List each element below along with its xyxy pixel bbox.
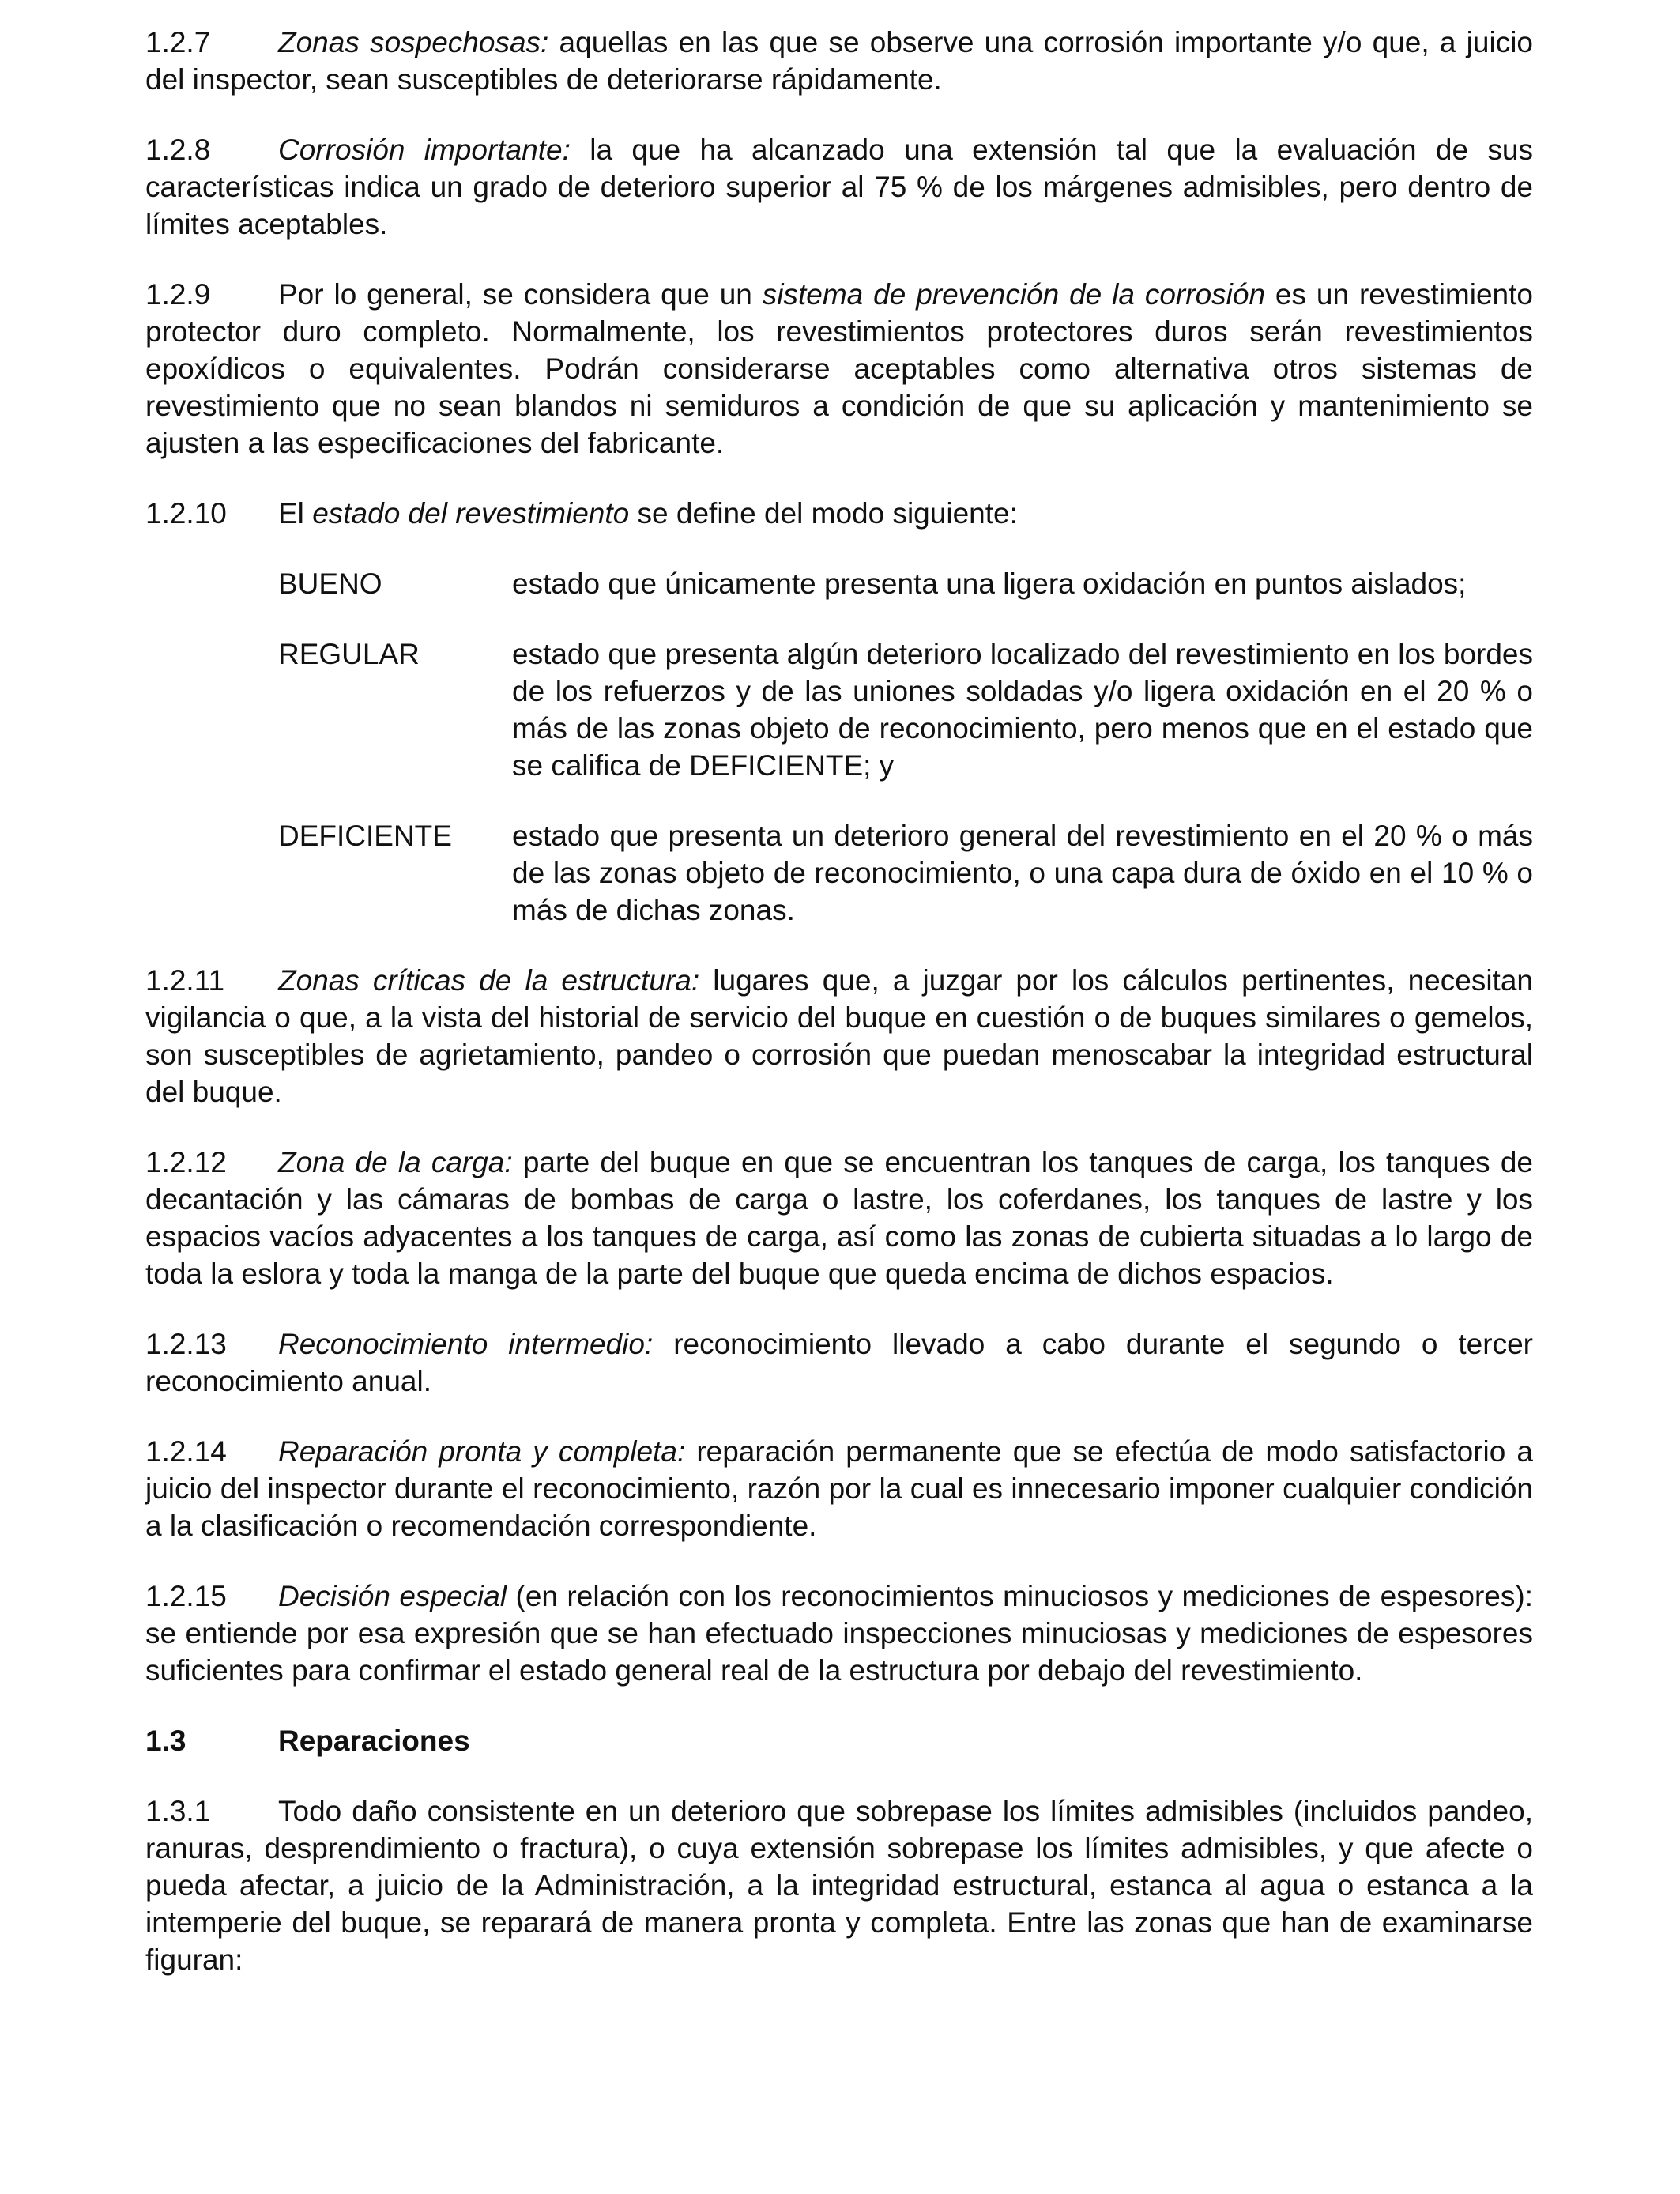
para-1-2-8	[145, 131, 1533, 243]
term-italic: Decisión especial	[278, 1580, 507, 1612]
para-1-2-9	[145, 276, 1533, 462]
para-1-2-15	[145, 1578, 1533, 1689]
paragraph-lead: El	[278, 497, 313, 530]
paragraph-text: la que ha alcanzado una extensión tal que la evaluación de sus características indica un grado de deterioro superior al 75 % de los márgenes admisibles, pero dentro de límites aceptables.	[145, 134, 1533, 240]
section-number: 1.3	[145, 1725, 186, 1757]
paragraph-number: 1.2.13	[145, 1328, 227, 1360]
para-1-2-13	[145, 1325, 1533, 1400]
paragraph-text: se define del modo siguiente:	[629, 497, 1018, 530]
paragraph-text: (en relación con los reconocimientos minuciosos y mediciones de espesores): se entiende por esa expresión que se han efectuado inspecciones minuciosas y mediciones de espesores suficientes para confirmar el estado general real de la estructura por debajo del revestimiento.	[145, 1580, 1533, 1687]
paragraph-number: 1.2.12	[145, 1146, 227, 1178]
section-heading-1-3	[145, 1722, 1533, 1759]
paragraph-number: 1.2.8	[145, 134, 211, 166]
para-1-2-11	[145, 962, 1533, 1110]
paragraph-text: reparación permanente que se efectúa de modo satisfactorio a juicio del inspector durante el reconocimiento, razón por la cual es innecesario imponer cualquier condición a la clasificación o recomendación correspondiente.	[145, 1435, 1533, 1542]
paragraph-lead: Por lo general, se considera que un	[278, 278, 763, 311]
section-title: Reparaciones	[278, 1725, 470, 1757]
coating-state-item-regular	[278, 635, 1533, 784]
paragraph-number: 1.3.1	[145, 1795, 211, 1827]
coating-state-text: estado que únicamente presenta una ligera oxidación en puntos aislados;	[512, 567, 1467, 600]
coating-state-text: estado que presenta algún deterioro localizado del revestimiento en los bordes de los refuerzos y de las uniones soldadas y/o ligera oxidación en el 20 % o más de las zonas objeto de reconocimiento, pero menos que en el estado que se califica de DEFICIENTE; y	[512, 638, 1533, 782]
paragraph-number: 1.2.7	[145, 26, 211, 58]
term-italic: sistema de prevención de la corrosión	[762, 278, 1266, 311]
para-1-2-14	[145, 1433, 1533, 1544]
paragraph-number: 1.2.11	[145, 964, 225, 997]
coating-state-label: REGULAR	[278, 638, 420, 670]
term-italic: Zonas sospechosas:	[278, 26, 549, 58]
term-italic: Zonas críticas de la estructura:	[278, 964, 700, 997]
coating-state-text: estado que presenta un deterioro general del revestimiento en el 20 % o más de las zonas objeto de reconocimiento, o una capa dura de óxido en el 10 % o más de dichas zonas.	[512, 820, 1533, 926]
para-1-2-10	[145, 495, 1533, 532]
term-italic: estado del revestimiento	[312, 497, 630, 530]
paragraph-number: 1.2.15	[145, 1580, 227, 1612]
paragraph-text: Todo daño consistente en un deterioro que sobrepase los límites admisibles (incluidos pandeo, ranuras, desprendimiento o fractura), o cuya extensión sobrepase los límites admisibles, y que afecte o pueda afectar, a juicio de la Administración, a la integridad estructural, estanca al agua o estanca a la intemperie del buque, se reparará de manera pronta y completa. Entre las zonas que han de examinarse figuran:	[145, 1795, 1533, 1976]
paragraph-number: 1.2.14	[145, 1435, 227, 1468]
paragraph-text: parte del buque en que se encuentran los tanques de carga, los tanques de decantación y las cámaras de bombas de carga o lastre, los coferdanes, los tanques de lastre y los espacios vacíos adyacentes a los tanques de carga, así como las zonas de cubierta situadas a lo largo de toda la eslora y toda la manga de la parte del buque que queda encima de dichos espacios.	[145, 1146, 1533, 1290]
coating-state-item-deficiente	[278, 817, 1533, 929]
coating-state-label: DEFICIENTE	[278, 820, 452, 852]
term-italic: Reconocimiento intermedio:	[278, 1328, 654, 1360]
paragraph-text: reconocimiento llevado a cabo durante el segundo o tercer reconocimiento anual.	[145, 1328, 1533, 1397]
coating-state-label: BUENO	[278, 567, 382, 600]
para-1-2-12	[145, 1144, 1533, 1292]
paragraph-number: 1.2.10	[145, 497, 227, 530]
term-italic: Corrosión importante:	[278, 134, 571, 166]
paragraph-text: es un revestimiento protector duro completo. Normalmente, los revestimientos protectores duros serán revestimientos epoxídicos o equivalentes. Podrán considerarse aceptables como alternativa otros sistemas de revestimiento que no sean blandos ni semiduros a condición de que su aplicación y mantenimiento se ajusten a las especificaciones del fabricante.	[145, 278, 1533, 459]
term-italic: Reparación pronta y completa:	[278, 1435, 686, 1468]
paragraph-text: aquellas en las que se observe una corrosión importante y/o que, a juicio del inspector, sean susceptibles de deteriorarse rápidamente.	[145, 26, 1534, 96]
para-1-3-1	[145, 1793, 1533, 1978]
coating-state-item-bueno	[278, 565, 1533, 602]
paragraph-text: lugares que, a juzgar por los cálculos pertinentes, necesitan vigilancia o que, a la vista del historial de servicio del buque en cuestión o de buques similares o gemelos, son susceptibles de agrietamiento, pandeo o corrosión que puedan menoscabar la integridad estructural del buque.	[145, 964, 1533, 1108]
paragraph-number: 1.2.9	[145, 278, 211, 311]
para-1-2-7	[145, 24, 1533, 98]
term-italic: Zona de la carga:	[278, 1146, 513, 1178]
